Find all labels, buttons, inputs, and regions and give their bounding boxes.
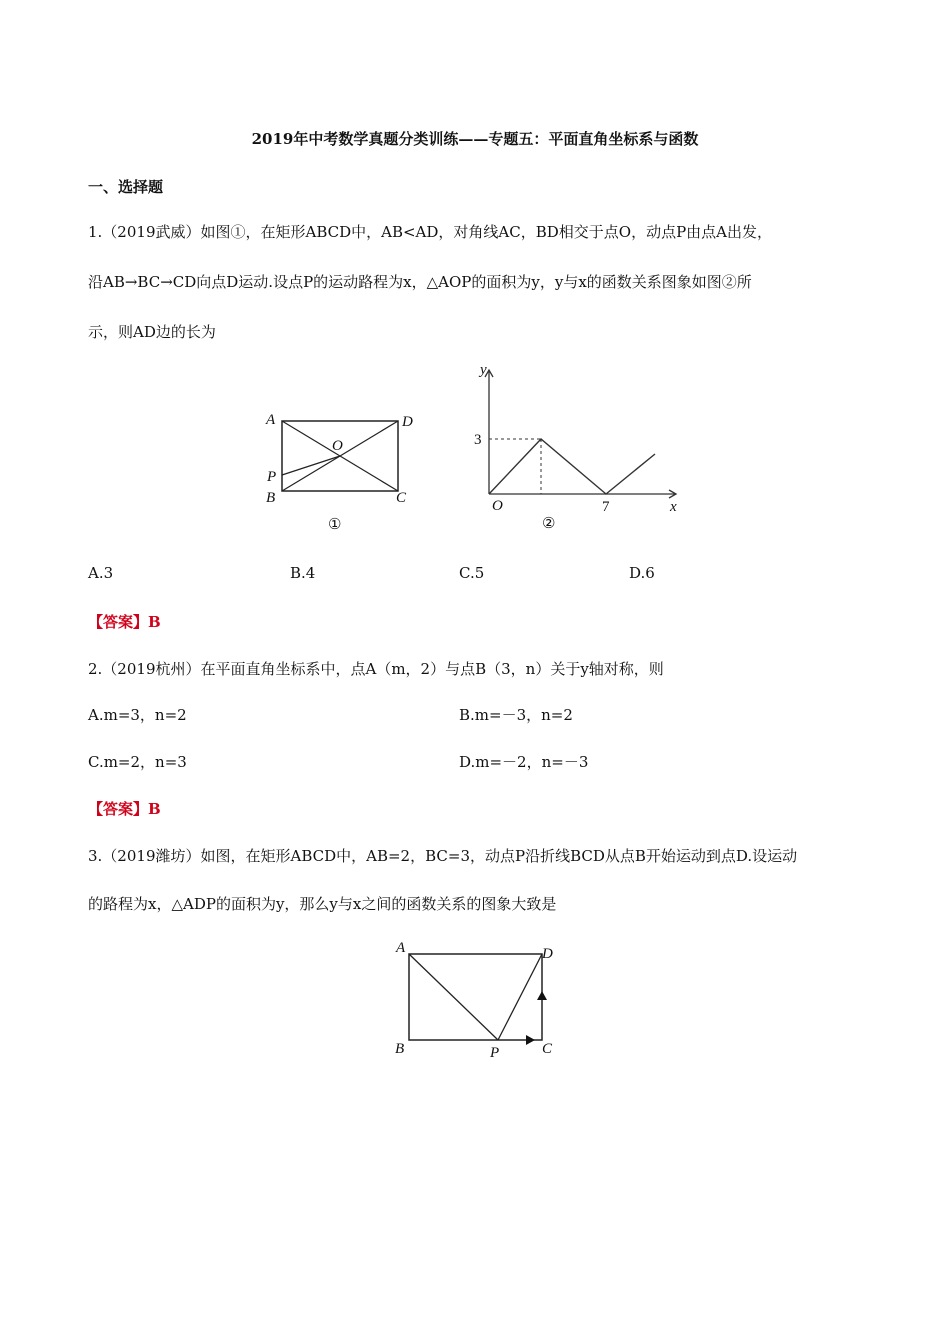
q2-option-d: D.m=－2，n=－3 [459, 753, 589, 771]
q1-option-d: D.6 [629, 564, 655, 582]
q2-option-a: A.m=3，n=2 [88, 706, 187, 724]
x-tick-label: 7 [602, 499, 610, 515]
x-axis-label: x [670, 499, 677, 515]
q1-option-c: C.5 [459, 564, 485, 582]
label-a: A [396, 940, 406, 956]
q3-text-line-2: 的路程为x，△ADP的面积为y，那么y与x之间的函数关系的图象大致是 [88, 895, 557, 913]
q1-answer: 【答案】B [88, 613, 161, 631]
q1-figure-2 [462, 358, 692, 538]
q3-figure [390, 936, 570, 1066]
label-o: O [332, 438, 343, 454]
arrow-up-icon [537, 991, 547, 1000]
y-tick-label: 3 [474, 432, 482, 448]
q2-option-b: B.m=－3，n=2 [459, 706, 573, 724]
segment-ap [409, 954, 498, 1040]
figure-1-caption: ① [328, 517, 342, 533]
label-b: B [395, 1041, 405, 1057]
label-b: B [266, 490, 276, 506]
origin-label: O [492, 498, 503, 514]
label-a: A [266, 412, 276, 428]
section-heading: 一、选择题 [88, 178, 164, 196]
function-graph [489, 439, 655, 494]
segment-op [282, 456, 340, 475]
label-c: C [542, 1041, 553, 1057]
segment-pd [498, 954, 542, 1040]
q2-answer: 【答案】B [88, 800, 161, 818]
q2-option-c: C.m=2，n=3 [88, 753, 187, 771]
label-d: D [402, 414, 413, 430]
label-p: P [267, 469, 277, 485]
q1-option-a: A.3 [88, 564, 114, 582]
figure-2-caption: ② [542, 516, 556, 532]
page-title: 2019年中考数学真题分类训练——专题五：平面直角坐标系与函数 [251, 130, 699, 148]
arrow-right-icon [526, 1035, 535, 1045]
label-d: D [542, 946, 553, 962]
q1-figure-1 [262, 405, 422, 535]
q2-text-line-1: 2.（2019杭州）在平面直角坐标系中，点A（m，2）与点B（3，n）关于y轴对称，则 [88, 660, 664, 678]
label-p: P [490, 1045, 500, 1061]
q1-text-line-1: 1.（2019武威）如图①，在矩形ABCD中，AB<AD，对角线AC，BD相交于点O，动点P由点A出发， [88, 223, 772, 241]
label-c: C [396, 490, 407, 506]
y-axis-label: y [480, 362, 487, 378]
q1-text-line-2: 沿AB→BC→CD向点D运动.设点P的运动路程为x，△AOP的面积为y，y与x的函数关系图象如图②所 [88, 273, 752, 291]
q1-text-line-3: 示，则AD边的长为 [88, 323, 216, 341]
q3-text-line-1: 3.（2019潍坊）如图，在矩形ABCD中，AB=2，BC=3，动点P沿折线BCD从点B开始运动到点D.设运动 [88, 847, 798, 865]
rectangle-abcd [409, 954, 542, 1040]
q1-option-b: B.4 [290, 564, 316, 582]
